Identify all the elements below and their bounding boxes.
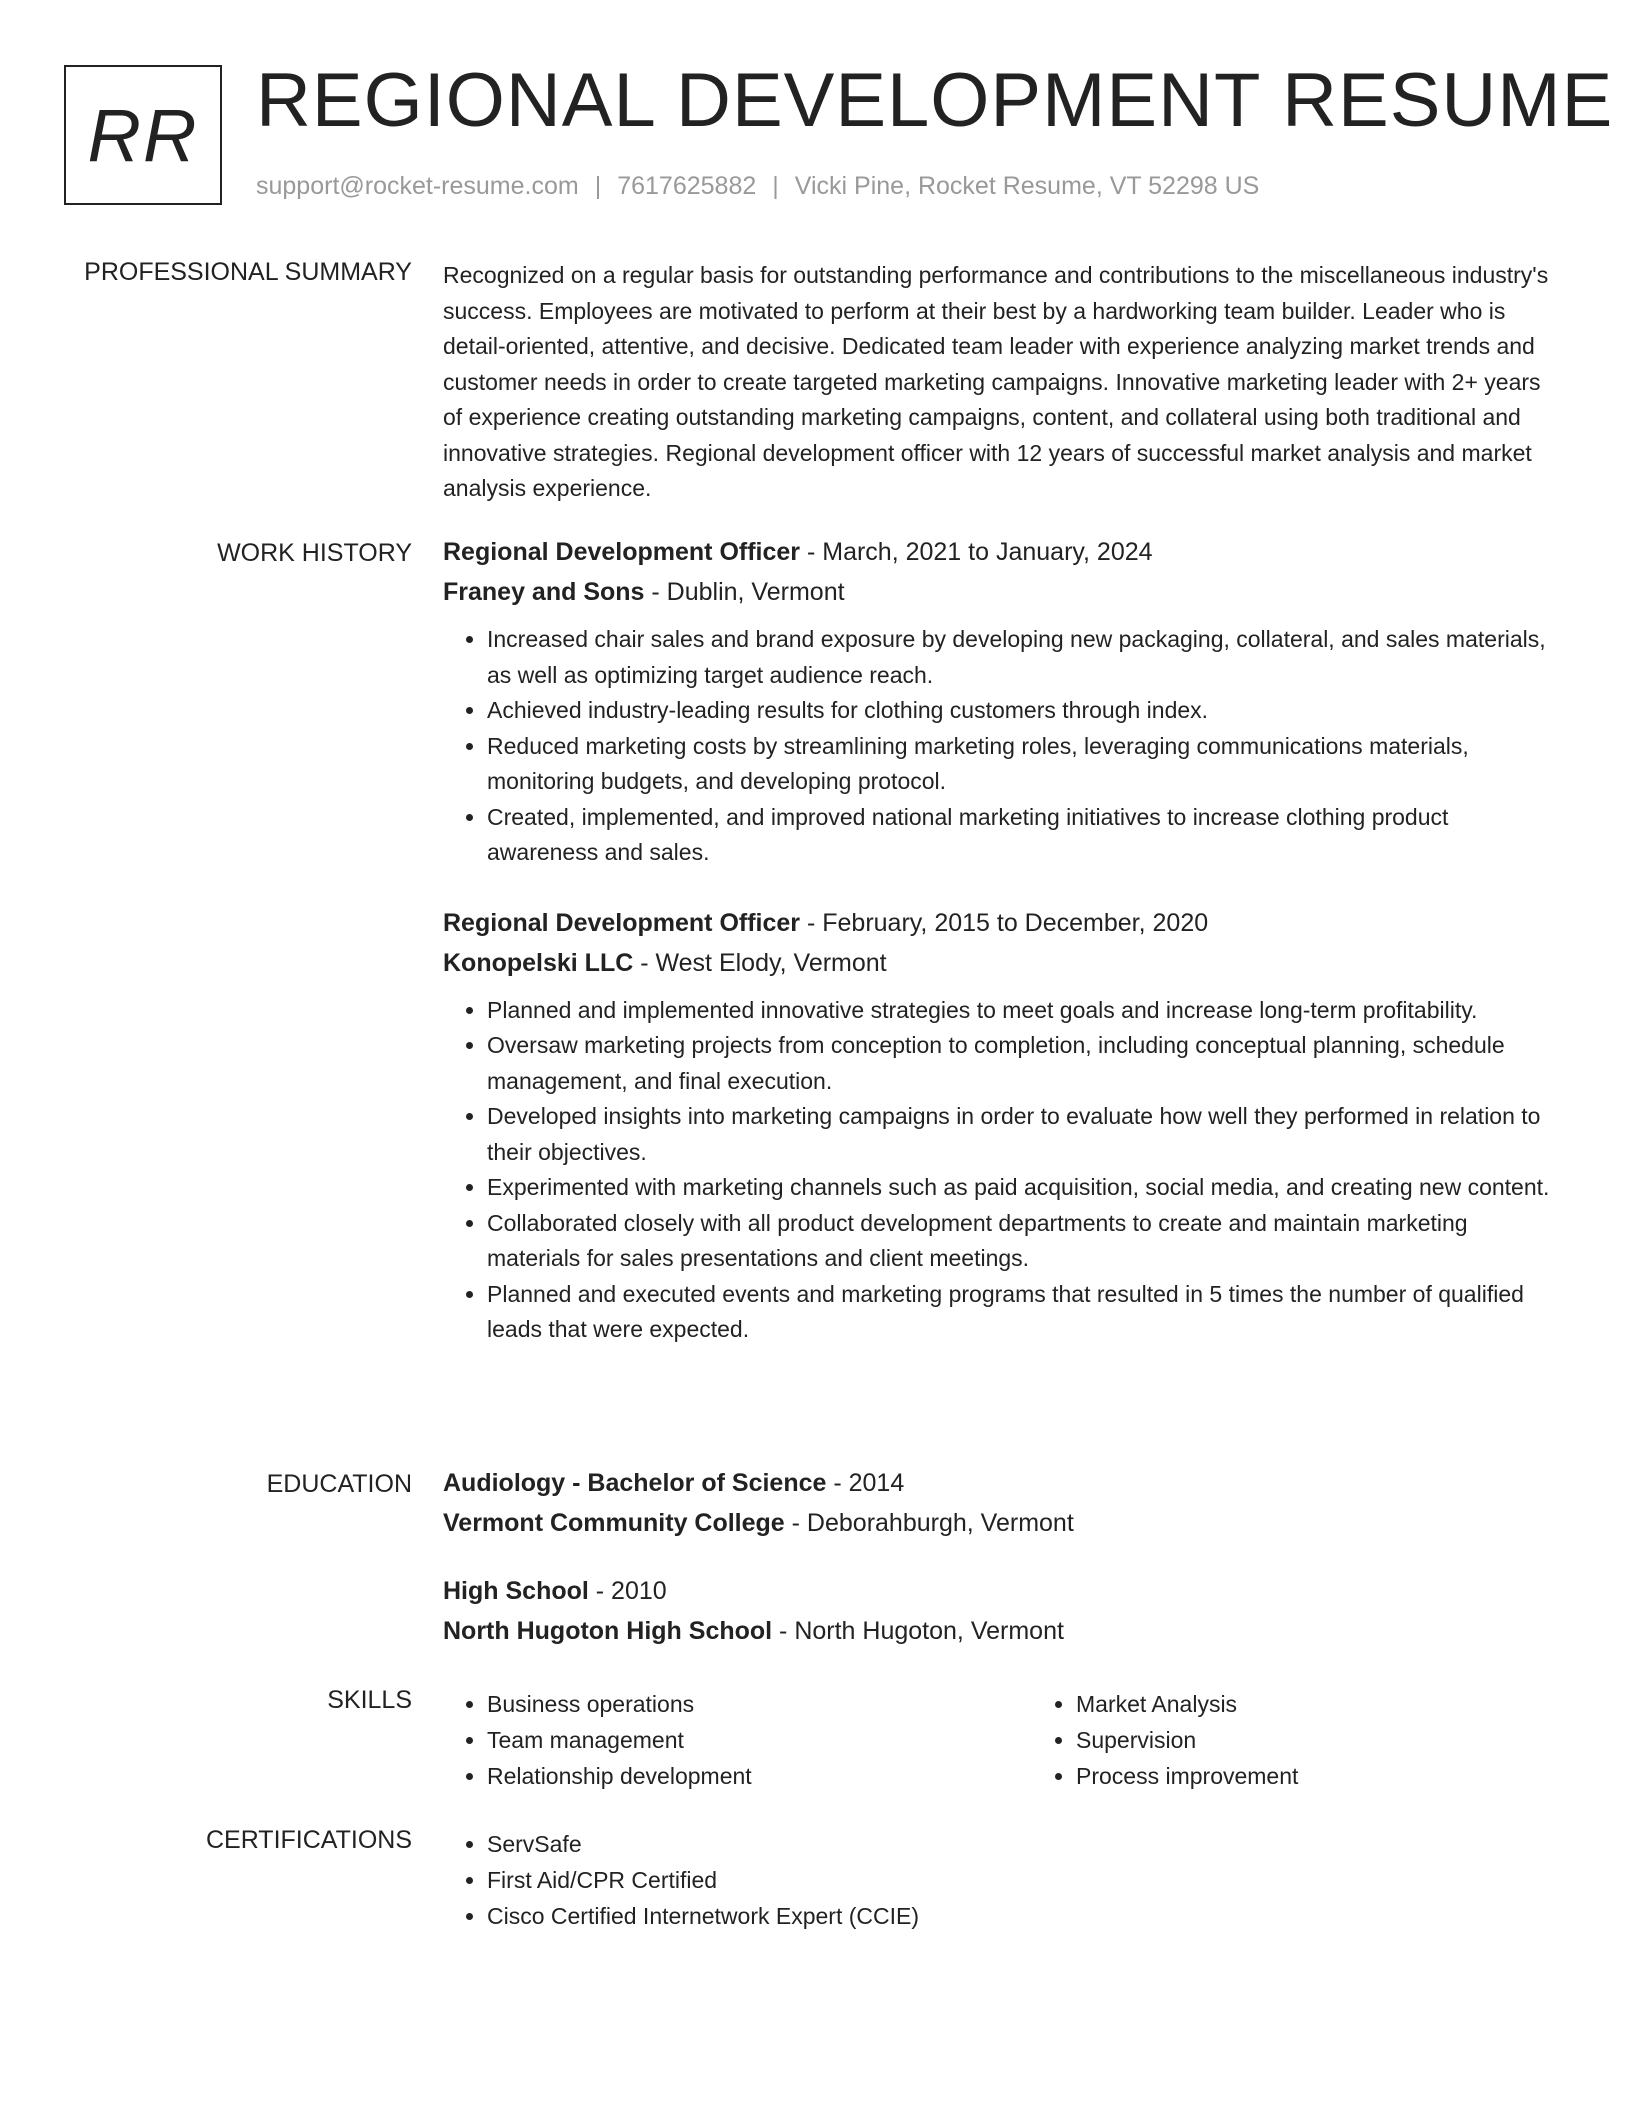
summary-text: Recognized on a regular basis for outstanding performance and contributions to the miscellaneous industry's success. Employees are motivated to perform at their best by a hardworking team builder. Leader who is detail-oriented, attentive, and decisive. Dedicated team leader with experience analyzing market trends and customer needs in order to create targeted marketing campaigns. Innovative marketing leader with 2+ years of experience creating outstanding marketing campaigns, content, and collateral using both traditional and innovative strategies. Regional development officer with 12 years of successful market analysis and market analysis experience. <box>443 262 1549 501</box>
contact-email[interactable]: support@rocket-resume.com <box>256 172 579 200</box>
job-bullet: • Created, implemented, and improved national marketing initiatives to increase clothing product awareness and sales. <box>487 800 1555 871</box>
section-label-work-history: WORK HISTORY <box>217 539 412 567</box>
certification-item: • ServSafe <box>487 1826 1555 1862</box>
job-company-line <box>443 572 1555 612</box>
section-label-certifications: CERTIFICATIONS <box>205 1826 412 1854</box>
education-degree: Audiology - Bachelor of Science <box>443 1469 827 1497</box>
job-entry <box>443 532 1555 871</box>
job-title-line <box>443 532 1555 572</box>
job-entry <box>443 903 1555 1348</box>
skills-column <box>1032 1686 1298 1794</box>
skill-item: • Relationship development <box>487 1758 1032 1794</box>
education-school: North Hugoton High School <box>443 1617 773 1645</box>
job-bullet-list <box>443 622 1555 871</box>
education-year: - 2014 <box>826 1469 905 1497</box>
skill-item: • Market Analysis <box>1076 1686 1298 1722</box>
contact-line <box>256 172 1259 201</box>
job-bullet: • Planned and implemented innovative strategies to meet goals and increase long-term profitability. <box>487 993 1555 1029</box>
job-location: - West Elody, Vermont <box>633 948 887 977</box>
contact-separator: | <box>772 172 779 200</box>
monogram-logo: RR <box>64 65 222 205</box>
job-company: Franey and Sons <box>443 578 645 606</box>
job-title: Regional Development Officer <box>443 908 801 937</box>
education-entry <box>443 1463 1555 1543</box>
education-entry <box>443 1571 1555 1651</box>
job-bullet: • Collaborated closely with all product development departments to create and maintain marketing materials for sales presentations and client meetings. <box>487 1206 1555 1277</box>
job-bullet: • Achieved industry-leading results for clothing customers through index. <box>487 693 1555 729</box>
education-year: - 2010 <box>588 1577 667 1605</box>
skills-column <box>443 1686 1032 1794</box>
job-bullet-list <box>443 993 1555 1348</box>
section-label-summary: PROFESSIONAL SUMMARY <box>84 258 412 286</box>
skills-grid <box>443 1686 1555 1794</box>
job-location: - Dublin, Vermont <box>644 578 845 606</box>
education-degree: High School <box>443 1577 589 1605</box>
education-location: - North Hugoton, Vermont <box>772 1617 1064 1645</box>
job-dates: - February, 2015 to December, 2020 <box>800 908 1209 937</box>
education-degree-line <box>443 1463 1555 1503</box>
job-bullet: • Oversaw marketing projects from conception to completion, including conceptual planning, schedule management, and final execution. <box>487 1028 1555 1099</box>
resume-title: REGIONAL DEVELOPMENT RESUME <box>256 58 1614 143</box>
job-title: Regional Development Officer <box>443 538 801 566</box>
contact-address: Vicki Pine, Rocket Resume, VT 52298 US <box>794 172 1260 200</box>
section-label-skills: SKILLS <box>327 1686 412 1714</box>
skill-item: • Team management <box>487 1722 1032 1758</box>
job-dates: - March, 2021 to January, 2024 <box>800 538 1153 566</box>
section-label-education: EDUCATION <box>266 1470 412 1498</box>
skill-item: • Supervision <box>1076 1722 1298 1758</box>
contact-phone[interactable]: 7617625882 <box>617 172 757 200</box>
job-company-line <box>443 943 1555 983</box>
job-bullet: • Increased chair sales and brand exposure by developing new packaging, collateral, and sales materials, as well as optimizing target audience reach. <box>487 622 1555 693</box>
certification-item: • Cisco Certified Internetwork Expert (CCIE) <box>487 1898 1555 1934</box>
job-bullet: • Reduced marketing costs by streamlining marketing roles, leveraging communications materials, monitoring budgets, and developing protocol. <box>487 729 1555 800</box>
education-school-line <box>443 1503 1555 1543</box>
education-school-line <box>443 1611 1555 1651</box>
job-title-line <box>443 903 1555 943</box>
job-bullet: • Planned and executed events and marketing programs that resulted in 5 times the number of qualified leads that were expected. <box>487 1277 1555 1348</box>
job-company: Konopelski LLC <box>443 948 634 977</box>
education-location: - Deborahburgh, Vermont <box>784 1509 1074 1537</box>
job-bullet: • Developed insights into marketing campaigns in order to evaluate how well they performed in relation to their objectives. <box>487 1099 1555 1170</box>
education-school: Vermont Community College <box>443 1509 785 1537</box>
skill-item: • Process improvement <box>1076 1758 1298 1794</box>
contact-separator: | <box>594 172 602 200</box>
job-bullet: • Experimented with marketing channels such as paid acquisition, social media, and creating new content. <box>487 1170 1555 1206</box>
certification-item: • First Aid/CPR Certified <box>487 1862 1555 1898</box>
education-degree-line <box>443 1571 1555 1611</box>
skill-item: • Business operations <box>487 1686 1032 1722</box>
certification-list <box>443 1826 1555 1934</box>
